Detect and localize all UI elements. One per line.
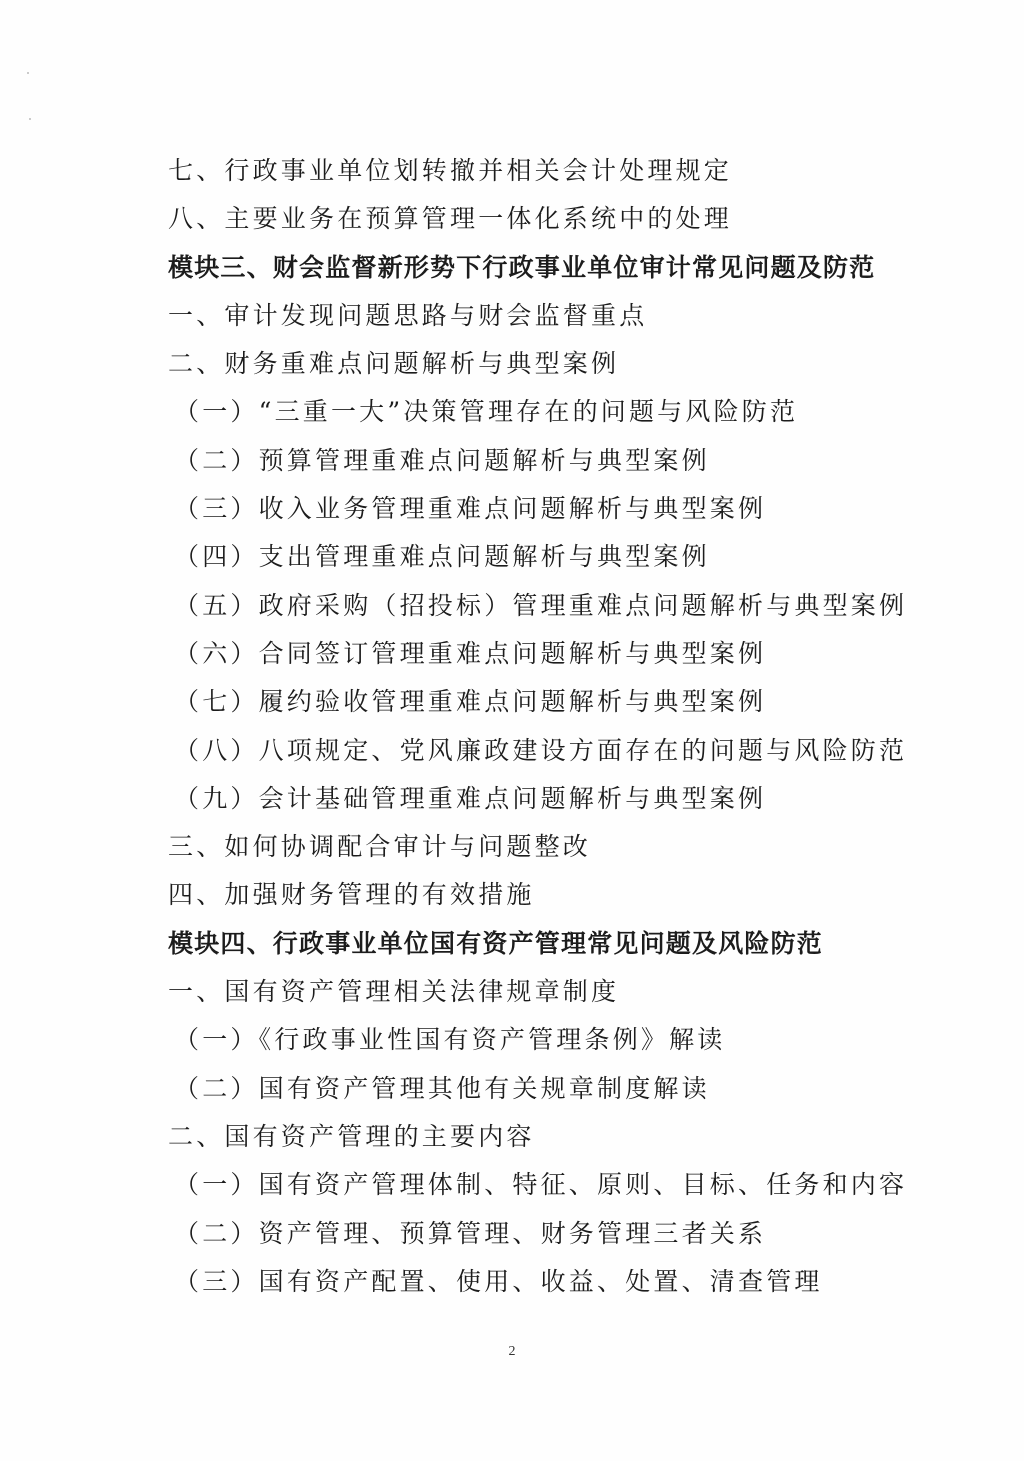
sub-item: （一）“三重一大”决策管理存在的问题与风险防范 xyxy=(174,397,799,427)
list-item: 二、国有资产管理的主要内容 xyxy=(168,1121,535,1151)
scan-speck xyxy=(29,118,31,120)
page-number: 2 xyxy=(508,1344,516,1359)
sub-item: （八）八项规定、党风廉政建设方面存在的问题与风险防范 xyxy=(174,735,908,765)
list-item: 四、加强财务管理的有效措施 xyxy=(168,880,535,910)
list-item: 二、财务重难点问题解析与典型案例 xyxy=(168,349,620,379)
section-heading: 模块四、行政事业单位国有资产管理常见问题及风险防范 xyxy=(168,928,824,958)
sub-item: （七）履约验收管理重难点问题解析与典型案例 xyxy=(174,687,767,717)
sub-item: （二）预算管理重难点问题解析与典型案例 xyxy=(174,445,710,475)
sub-item: （二）国有资产管理其他有关规章制度解读 xyxy=(174,1073,710,1103)
scan-speck xyxy=(27,72,29,74)
list-item: 一、审计发现问题思路与财会监督重点 xyxy=(168,300,648,330)
sub-item: （一）《行政事业性国有资产管理条例》解读 xyxy=(174,1025,726,1055)
sub-item: （六）合同签订管理重难点问题解析与典型案例 xyxy=(174,638,767,668)
sub-item: （三）收入业务管理重难点问题解析与典型案例 xyxy=(174,494,767,524)
document-body xyxy=(168,147,928,1306)
sub-item: （四）支出管理重难点问题解析与典型案例 xyxy=(174,542,710,572)
sub-item: （二）资产管理、预算管理、财务管理三者关系 xyxy=(174,1218,767,1248)
sub-item: （三）国有资产配置、使用、收益、处置、清查管理 xyxy=(174,1266,823,1296)
list-item: 八、主要业务在预算管理一体化系统中的处理 xyxy=(168,204,733,234)
sub-item: （九）会计基础管理重难点问题解析与典型案例 xyxy=(174,783,767,813)
sub-item: （五）政府采购（招投标）管理重难点问题解析与典型案例 xyxy=(174,590,908,620)
sub-item: （一）国有资产管理体制、特征、原则、目标、任务和内容 xyxy=(174,1170,908,1200)
list-item: 七、行政事业单位划转撤并相关会计处理规定 xyxy=(168,156,733,185)
section-heading: 模块三、财会监督新形势下行政事业单位审计常见问题及防范 xyxy=(168,252,876,282)
list-item: 一、国有资产管理相关法律规章制度 xyxy=(168,977,620,1007)
list-item: 三、如何协调配合审计与问题整改 xyxy=(168,832,592,862)
